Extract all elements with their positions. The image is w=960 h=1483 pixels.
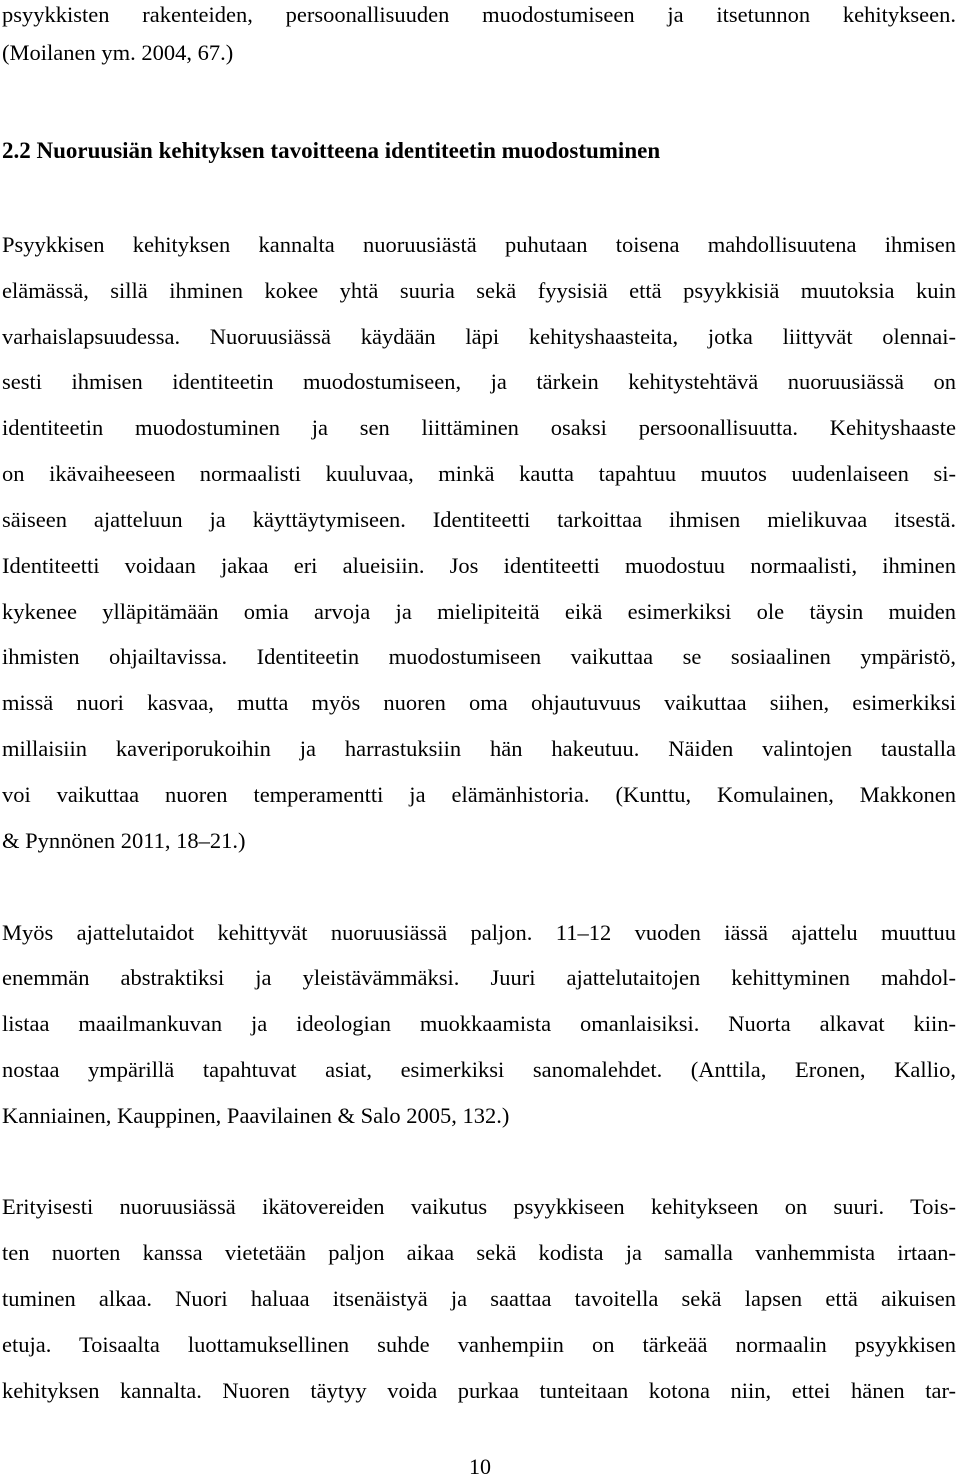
text-line: Erityisesti nuoruusiässä ikätovereiden vaikutus psyykkiseen kehitykseen on suuri. Tois-	[2, 1194, 956, 1219]
page-number: 10	[469, 1454, 491, 1479]
text-line: nostaa ympärillä tapahtuvat asiat, esimerkiksi sanomalehdet. (Anttila, Eronen, Kallio,	[2, 1057, 956, 1082]
text-line: millaisiin kaveriporukoihin ja harrastuksiin hän hakeutuu. Näiden valintojen taustalla	[2, 736, 956, 761]
text-line: ten nuorten kanssa vietetään paljon aikaa sekä kodista ja samalla vanhemmista irtaan-	[2, 1240, 956, 1265]
text-line: säiseen ajatteluun ja käyttäytymiseen. Identiteetti tarkoittaa ihmisen mielikuvaa itsestä.	[2, 507, 956, 532]
text-line: on ikävaiheeseen normaalisti kuuluvaa, minkä kautta tapahtuu muutos uudenlaiseen si-	[2, 461, 956, 486]
text-line: kykenee ylläpitämään omia arvoja ja mielipiteitä eikä esimerkiksi ole täysin muiden	[2, 599, 956, 624]
text-line: voi vaikuttaa nuoren temperamentti ja elämänhistoria. (Kunttu, Komulainen, Makkonen	[2, 782, 956, 807]
text-line: enemmän abstraktiksi ja yleistävämmäksi. Juuri ajattelutaitojen kehittyminen mahdol-	[2, 965, 956, 990]
text-line: Identiteetti voidaan jakaa eri alueisiin. Jos identiteetti muodostuu normaalisti, ihminen	[2, 553, 956, 578]
text-line: Myös ajattelutaidot kehittyvät nuoruusiässä paljon. 11–12 vuoden iässä ajattelu muuttuu	[2, 920, 956, 945]
text-line: elämässä, sillä ihminen kokee yhtä suuria sekä fyysisiä että psyykkisiä muutoksia kuin	[2, 278, 956, 303]
text-line: varhaislapsuudessa. Nuoruusiässä käydään läpi kehityshaasteita, jotka liittyvät olennai-	[2, 324, 956, 349]
text-line: & Pynnönen 2011, 18–21.)	[2, 828, 246, 853]
text-line: psyykkisten rakenteiden, persoonallisuuden muodostumiseen ja itsetunnon kehitykseen.	[2, 2, 956, 27]
text-line: etuja. Toisaalta luottamuksellinen suhde vanhempiin on tärkeää normaalin psyykkisen	[2, 1332, 956, 1357]
text-line: ihmisten ohjailtavissa. Identiteetin muodostumiseen vaikuttaa se sosiaalinen ympäristö,	[2, 644, 956, 669]
text-line: tuminen alkaa. Nuori haluaa itsenäistyä ja saattaa tavoitella sekä lapsen että aikuisen	[2, 1286, 956, 1311]
text-line: missä nuori kasvaa, mutta myös nuoren oma ohjautuvuus vaikuttaa siihen, esimerkiksi	[2, 690, 956, 715]
text-line: listaa maailmankuvan ja ideologian muokkaamista omanlaisiksi. Nuorta alkavat kiin-	[2, 1011, 956, 1036]
text-line: Psyykkisen kehityksen kannalta nuoruusiästä puhutaan toisena mahdollisuutena ihmisen	[2, 232, 956, 257]
text-line: kehityksen kannalta. Nuoren täytyy voida purkaa tunteitaan kotona niin, ettei hänen tar-	[2, 1378, 956, 1403]
text-line: Kanniainen, Kauppinen, Paavilainen & Salo 2005, 132.)	[2, 1103, 510, 1128]
text-line: sesti ihmisen identiteetin muodostumiseen, ja tärkein kehitystehtävä nuoruusiässä on	[2, 369, 956, 394]
text-line: identiteetin muodostuminen ja sen liittäminen osaksi persoonallisuutta. Kehityshaaste	[2, 415, 956, 440]
section-heading: 2.2 Nuoruusiän kehityksen tavoitteena identiteetin muodostuminen	[2, 138, 661, 163]
text-line: (Moilanen ym. 2004, 67.)	[2, 40, 234, 65]
